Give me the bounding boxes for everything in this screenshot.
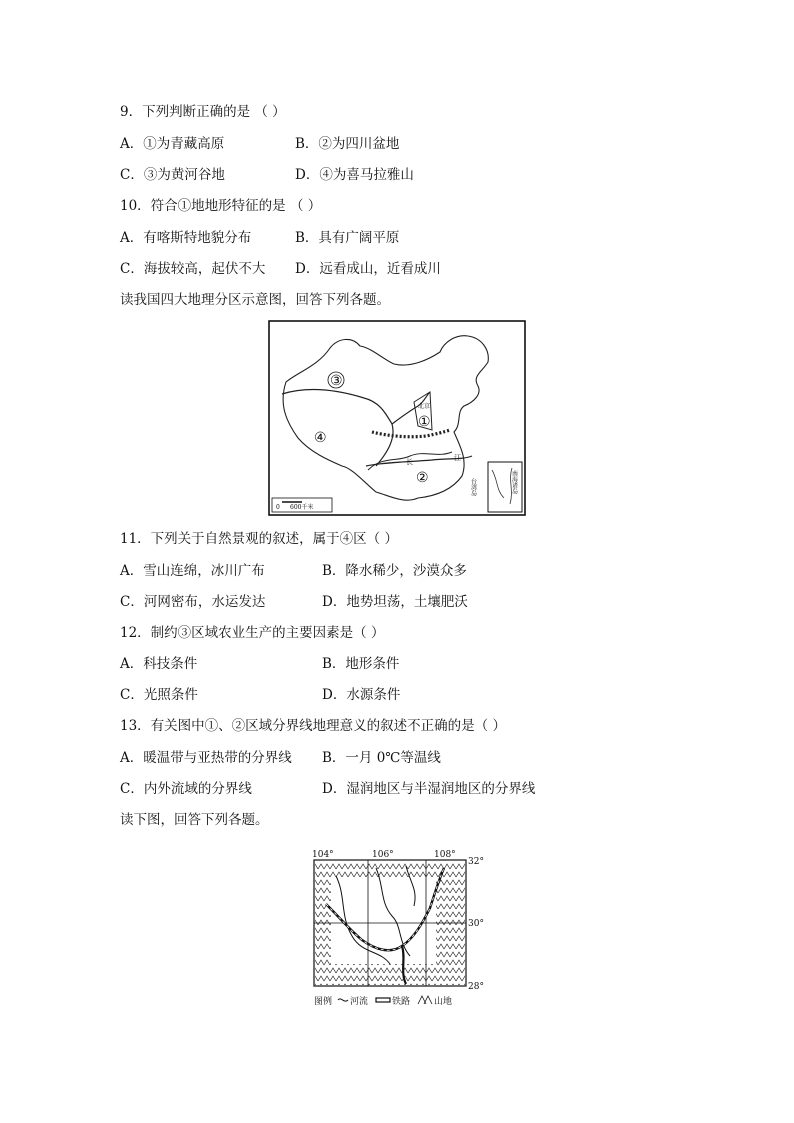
beijing-label: 北京	[418, 403, 431, 410]
taiwan-label: 台湾岛	[469, 478, 477, 496]
question-11-option-c: C．河网密布，水运发达	[120, 594, 266, 610]
china-regions-map	[268, 320, 526, 516]
intro-map-sichuan: 读下图，回答下列各题。	[120, 812, 269, 828]
question-11-option-b: B．降水稀少，沙漠众多	[322, 563, 467, 579]
legend-mountain-symbol	[418, 996, 432, 1004]
question-12-option-c: C．光照条件	[120, 687, 198, 703]
question-10-option-b: B．具有广阔平原	[295, 230, 400, 246]
lon-label-106: 106°	[372, 850, 394, 860]
question-9-option-d: D．④为喜马拉雅山	[295, 167, 414, 183]
question-9-option-c: C．③为黄河谷地	[120, 167, 225, 183]
inset-label: 南海诸岛	[510, 470, 518, 494]
question-13-option-b: B．一月 0℃等温线	[322, 750, 441, 766]
question-9-stem: 9．下列判断正确的是 （ ）	[120, 104, 286, 120]
region-label-4: ④	[314, 430, 327, 446]
legend-mountain: 山地	[434, 997, 453, 1007]
question-13-option-a: A．暖温带与亚热带的分界线	[120, 750, 292, 766]
legend-rail-symbol	[376, 998, 390, 1002]
region-label-1: ①	[418, 414, 431, 430]
question-13-stem: 13．有关图中①、②区域分界线地理意义的叙述不正确的是（ ）	[120, 718, 506, 734]
question-10-option-c: C．海拔较高，起伏不大	[120, 261, 266, 277]
lon-label-104: 104°	[312, 850, 334, 860]
question-10-stem: 10．符合①地地形特征的是 （ ）	[120, 198, 322, 214]
lon-label-108: 108°	[434, 850, 456, 860]
question-12-stem: 12．制约③区域农业生产的主要因素是（ ）	[120, 625, 385, 641]
intro-map-regions: 读我国四大地理分区示意图，回答下列各题。	[120, 292, 390, 308]
question-11-stem: 11．下列关于自然景观的叙述，属于④区（ ）	[120, 531, 398, 547]
question-11-option-a: A．雪山连绵，冰川广布	[120, 563, 265, 579]
yangtze-label-1: 长	[406, 458, 413, 466]
lat-label-30: 30°	[468, 919, 484, 929]
sichuan-basin-map	[306, 846, 492, 1012]
yangtze-label-2: 江	[454, 454, 461, 462]
question-12-option-d: D．水源条件	[322, 687, 401, 703]
question-9-option-a: A．①为青藏高原	[120, 136, 225, 152]
scale-text: 600千米	[290, 504, 314, 511]
question-10-option-d: D．远看成山，近看成川	[295, 261, 441, 277]
lat-label-32: 32°	[468, 857, 484, 867]
question-10-option-a: A．有喀斯特地貌分布	[120, 230, 252, 246]
legend-rail: 铁路	[392, 997, 411, 1007]
question-12-option-a: A．科技条件	[120, 656, 198, 672]
region-label-3: ③	[330, 373, 343, 389]
question-13-option-d: D．湿润地区与半湿润地区的分界线	[322, 781, 536, 797]
question-11-option-d: D．地势坦荡，土壤肥沃	[322, 594, 468, 610]
lat-label-28: 28°	[468, 982, 484, 992]
question-9-option-b: B．②为四川盆地	[295, 136, 400, 152]
region-label-2: ②	[416, 470, 429, 486]
legend-river-symbol	[338, 999, 348, 1001]
legend-title: 图例	[314, 997, 333, 1007]
question-13-option-c: C．内外流域的分界线	[120, 781, 252, 797]
scale-zero: 0	[276, 504, 280, 511]
legend-river: 河流	[350, 997, 369, 1007]
question-12-option-b: B．地形条件	[322, 656, 400, 672]
